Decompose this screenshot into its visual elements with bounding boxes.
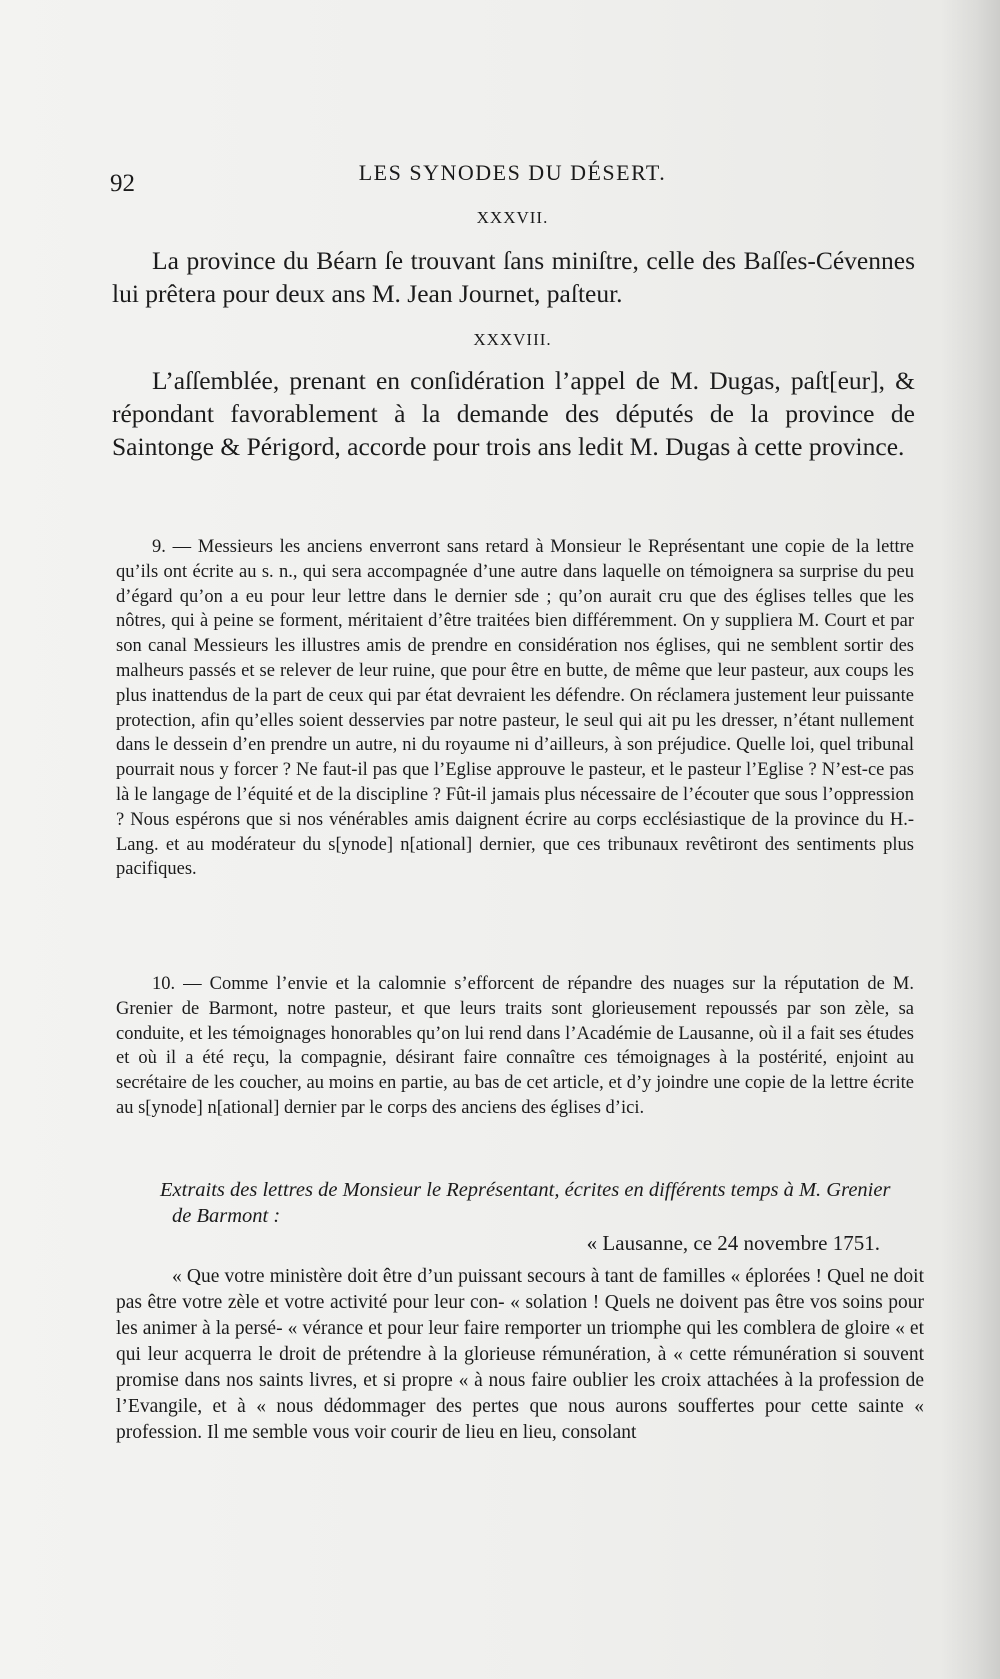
- article-number: XXXVIII.: [473, 330, 552, 349]
- numbered-paragraph: 10. — Comme l’envie et la calomnie s’efforcent de répandre des nuages sur la réputation de M. Grenier de Barmont, notre pasteur, et que leurs traits sont glorieusement repoussés par son zèle, sa conduite, et les témoignages honorables qu’on lui rend dans l’Académie de Lausanne, où il a fait ses études et où il a été reçu, la compagnie, désirant faire connaître ces témoignages à la postérité, enjoint au secrétaire de les coucher, au moins en partie, au bas de cet article, et d’y joindre une copie de la lettre écrite au s[ynode] n[ational] dernier par le corps des anciens des églises d’ici.: [116, 974, 914, 1118]
- running-title: LES SYNODES DU DÉSERT.: [358, 160, 667, 185]
- article-text: La province du Béarn ſe trouvant ſans miniſtre, celle des Baſſes-Cévennes lui prêtera pour deux ans M. Jean Journet, paſteur.: [112, 246, 915, 308]
- article-number: XXXVII.: [476, 208, 549, 227]
- numbered-paragraph: 9. — Messieurs les anciens enverront sans retard à Monsieur le Représentant une copie de la lettre qu’ils ont écrite au s. n., qui sera accompagnée d’une autre dans laquelle on témoignera sa surprise du peu d’égard qu’on a eu pour leur lettre dans le dernier sde ; qu’on aurait cru que des églises telles que les nôtres, qui à peine se forment, méritaient d’être traitées bien différemment. On y suppliera M. Court et par son canal Messieurs les illustres amis de prendre en considération nos églises, qui ne semblent sortir des malheurs passés et se relever de leur ruine, que pour être en butte, de même que leur pasteur, aux coups les plus inattendus de la part de ceux qui par état devraient les défendre. On réclamera justement leur puissante protection, afin qu’elles soient desservies par notre pasteur, le seul qui ait pu les dresser, n’étant nullement dans le dessein d’en prendre un autre, ni du royaume ni d’ailleurs, à son préjudice. Quelle loi, quel tribunal pourrait nous y forcer ? Ne faut-il pas que l’Eglise approuve le pasteur, et le pasteur l’Eglise ? N’est-ce pas là le langage de l’équité et de la discipline ? Fût-il jamais plus nécessaire de l’écouter que sous l’oppression ? Nous espérons que si nos vénérables amis daignent écrire au corps ecclésiastique de la province du H.-Lang. et au modérateur du s[ynode] n[ational] dernier, que ces tribunaux revêtiront des sentiments plus pacifiques.: [116, 537, 914, 880]
- article-text: L’aſſemblée, prenant en conſidération l’appel de M. Dugas, paſt[eur], & répondant favorablement à la demande des députés de la province de Saintonge & Périgord, accorde pour trois ans ledit M. Dugas à cette province.: [112, 366, 915, 461]
- extract-heading: Extraits des lettres de Monsieur le Représentant, écrites en différents temps à M. Grenier de Barmont :: [160, 1179, 891, 1227]
- page-number: 92: [110, 170, 135, 197]
- running-head: [110, 160, 915, 196]
- letter-quote: « Que votre ministère doit être d’un puissant secours à tant de familles « éplorées ! Quel ne doit pas être votre zèle et votre activité pour leur con- « solation ! Quels ne doivent pas être vos soins pour les animer à la persé- « vérance et pour leur faire remporter un triomphe qui les comblera de gloire « et qui leur acquerra le droit de prétendre à la glorieuse rémunération, à « cette rémunération si souvent promise dans nos saints livres, et si propre « à nous faire oublier les croix attachées à la profession de l’Evangile, et à « nous dédommager des pertes que nous aurons souffertes pour cette sainte « profession. Il me semble vous voir courir de lieu en lieu, consolant: [116, 1266, 924, 1443]
- letter-dateline: « Lausanne, ce 24 novembre 1751.: [586, 1231, 880, 1255]
- page-edge-shadow: [940, 0, 1000, 1679]
